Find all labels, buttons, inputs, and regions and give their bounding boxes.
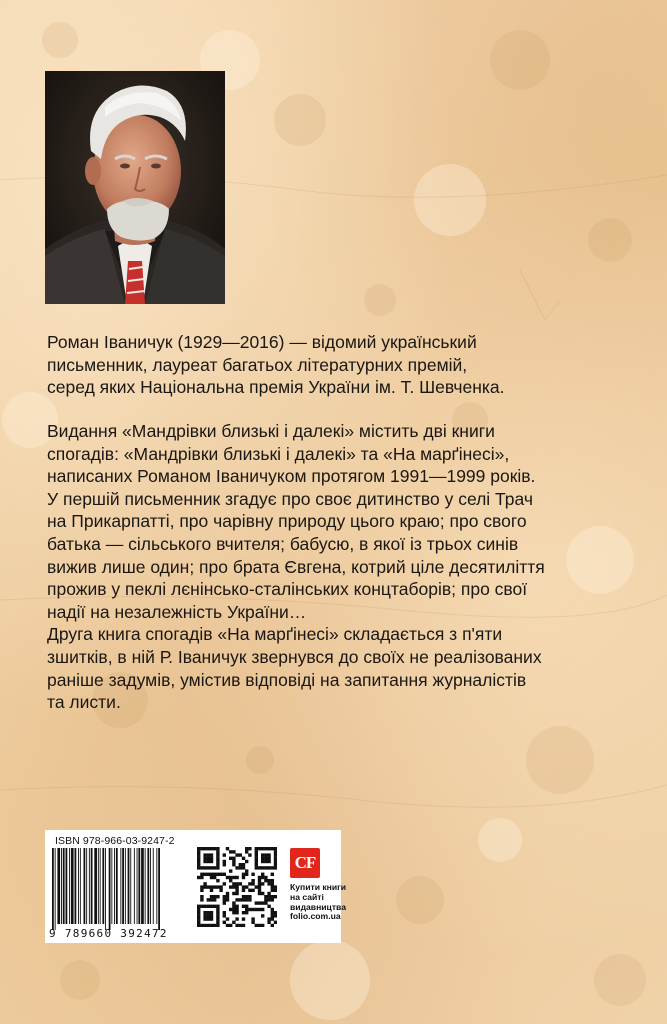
book-description (47, 420, 647, 714)
publisher-logo-text: CF (294, 853, 316, 872)
publisher-logo (290, 848, 320, 878)
barcode-panel (45, 830, 347, 943)
buy-books-note (290, 883, 346, 922)
author-photo (45, 71, 225, 304)
ean-digits: 9 789660 392472 (49, 927, 168, 940)
description-paragraph-1: Видання «Мандрівки близькі і далекі» містить дві книги спогадів: «Мандрівки близькі і далекі» та «На марґінесі», написаних Романом Іваничуком протягом 1991—1999 років. У першій письменник згадує про своє дитинство у селі Трач на Прикарпатті, про чарівну природу цього краю; про свого батька — сільського вчителя; бабусю, в якої із трьох синів вижив лише один; про брата Євгена, котрий ціле десятиліття прожив у пеклі лєнінсько-сталінських концтаборів; про свої надії на незалежність України… (47, 421, 545, 622)
buy-line-2: на сайті (290, 891, 324, 902)
qr-code[interactable] (197, 847, 277, 927)
publisher-website[interactable]: folio.com.ua (290, 911, 341, 922)
ean-barcode (52, 848, 184, 930)
isbn-label: ISBN 978-966-03-9247-2 (55, 835, 175, 847)
buy-line-3: видавництва (290, 901, 346, 912)
author-bio: Роман Іваничук (1929—2016) — відомий український письменник, лауреат багатьох літературних премій, серед яких Національна премія України ім. Т. Шевченка. (47, 332, 505, 398)
description-paragraph-2: Друга книга спогадів «На марґінесі» складається з п'яти зшитків, в ній Р. Іваничук звернувся до своїх не реалізованих раніше задумів, умістив відповіді на запитання журналістів та листи. (47, 624, 542, 713)
buy-line-1: Купити книги (290, 882, 347, 892)
